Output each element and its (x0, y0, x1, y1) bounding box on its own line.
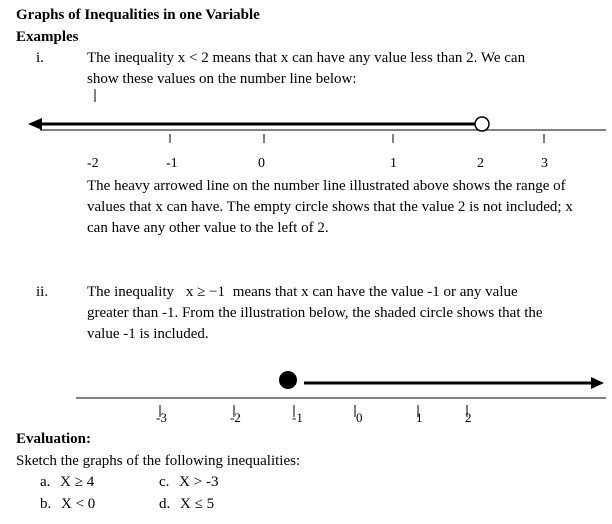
inequality-expression: x ≥ −1 (185, 284, 226, 300)
tick-label: 2 (465, 410, 472, 425)
tick-label: -2 (87, 156, 99, 171)
item-text: X > -3 (179, 474, 219, 490)
item-label: d. (159, 496, 171, 512)
tick-label: 2 (477, 156, 484, 171)
evaluation-item-a (40, 474, 94, 491)
example-2-prefix: The inequality (87, 284, 175, 300)
example-2-marker: ii. (36, 284, 49, 300)
evaluation-item-b (40, 496, 95, 513)
example-2-line-2: greater than -1. From the illustration below, the shaded circle shows that the (87, 305, 543, 321)
item-text: X ≥ 4 (60, 474, 95, 490)
evaluation-heading: Evaluation: (16, 431, 92, 447)
example-2-suffix: means that x can have the value -1 or any value (232, 284, 518, 300)
filled-circle-marker (279, 371, 297, 389)
page-title: Graphs of Inequalities in one Variable (16, 7, 260, 23)
item-text: X < 0 (61, 496, 96, 512)
item-text: X ≤ 5 (180, 496, 215, 512)
evaluation-item-d (159, 496, 214, 513)
tick-label: -1 (166, 156, 178, 171)
tick-label: 1 (390, 156, 397, 171)
evaluation-prompt: Sketch the graphs of the following inequalities: (16, 453, 301, 469)
tick-label: 0 (356, 410, 363, 425)
tick-label: 1 (416, 410, 423, 425)
tick-label: 0 (258, 156, 265, 171)
item-label: c. (159, 474, 170, 490)
evaluation-item-c (159, 474, 218, 491)
tick-label: -2 (230, 410, 241, 425)
examples-heading: Examples (16, 29, 79, 45)
example-2-line-3: value -1 is included. (87, 326, 209, 342)
tick-label: -1 (292, 410, 303, 425)
right-arrowhead (591, 377, 604, 389)
item-label: b. (40, 496, 52, 512)
example-1-marker: i. (36, 50, 44, 66)
tick-label: 3 (541, 156, 548, 171)
example-1-line-2: show these values on the number line below: (87, 71, 357, 87)
item-label: a. (40, 474, 51, 490)
example-1-line-1: The inequality x < 2 means that x can have any value less than 2. We can (87, 50, 526, 66)
example-1-explanation: The heavy arrowed line on the number line illustrated above shows the range of values that x can have. The empty circle shows that the value 2 is not included; x can have any other value to the left of 2. (87, 178, 573, 236)
tick-label: -3 (156, 410, 167, 425)
